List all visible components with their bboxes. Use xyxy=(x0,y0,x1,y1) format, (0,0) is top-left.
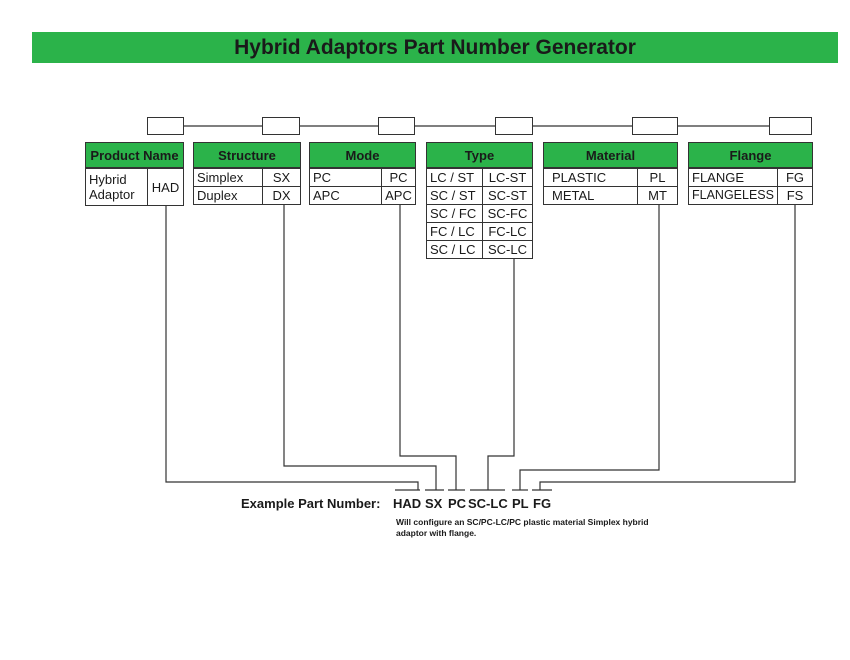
option-label: LC / ST xyxy=(427,169,483,187)
option-label: FC / LC xyxy=(427,223,483,241)
type-table xyxy=(426,168,533,259)
option-code: FS xyxy=(778,187,813,205)
table-row xyxy=(310,169,416,187)
type-connector xyxy=(488,259,514,490)
table-row xyxy=(427,169,533,187)
table-row xyxy=(689,187,813,205)
mode-table xyxy=(309,168,416,205)
option-label: SC / FC xyxy=(427,205,483,223)
header-mode xyxy=(309,142,416,168)
header-structure xyxy=(193,142,301,168)
table-row xyxy=(86,169,184,206)
slot-flange xyxy=(769,117,812,135)
slot-type xyxy=(495,117,533,135)
example-code-product: HAD xyxy=(393,496,422,511)
table-row xyxy=(544,187,678,205)
flange-connector xyxy=(540,205,795,490)
page-title: Hybrid Adaptors Part Number Generator xyxy=(234,35,636,59)
option-code: LC-ST xyxy=(483,169,533,187)
example-label: Example Part Number: xyxy=(241,496,381,511)
option-label: FLANGELESS xyxy=(689,187,778,205)
table-row xyxy=(689,169,813,187)
table-row xyxy=(194,187,301,205)
header-product xyxy=(85,142,184,168)
option-code: SC-LC xyxy=(483,241,533,259)
flange-table xyxy=(688,168,813,205)
option-label: SC / ST xyxy=(427,187,483,205)
option-code: DX xyxy=(263,187,301,205)
material-connector xyxy=(520,205,659,490)
option-code: SC-FC xyxy=(483,205,533,223)
table-row xyxy=(310,187,416,205)
header-flange-label: Flange xyxy=(729,147,772,163)
slot-mode xyxy=(378,117,415,135)
slot-product xyxy=(147,117,184,135)
option-code: FG xyxy=(778,169,813,187)
option-code: PC xyxy=(382,169,416,187)
header-mode-label: Mode xyxy=(345,147,380,163)
option-label: METAL xyxy=(544,187,638,205)
header-type-label: Type xyxy=(464,147,495,163)
option-label: Simplex xyxy=(194,169,263,187)
header-material xyxy=(543,142,678,168)
header-type xyxy=(426,142,533,168)
slot-structure xyxy=(262,117,300,135)
slot-material xyxy=(632,117,678,135)
table-row xyxy=(427,241,533,259)
option-code: HAD xyxy=(148,169,184,206)
option-code: FC-LC xyxy=(483,223,533,241)
example-code-type: SC-LC xyxy=(468,496,508,511)
example-note: Will configure an SC/PC-LC/PC plastic material Simplex hybrid adaptor with flange. xyxy=(396,517,649,538)
header-flange xyxy=(688,142,813,168)
header-material-label: Material xyxy=(585,147,636,163)
example-code-structure: SX xyxy=(425,496,443,511)
product-connector xyxy=(166,205,418,490)
option-label: FLANGE xyxy=(689,169,778,187)
option-label: SC / LC xyxy=(427,241,483,259)
product-table xyxy=(85,168,184,206)
table-row xyxy=(427,205,533,223)
option-code: MT xyxy=(638,187,678,205)
option-code: APC xyxy=(382,187,416,205)
option-code: SX xyxy=(263,169,301,187)
option-label: Duplex xyxy=(194,187,263,205)
table-row xyxy=(194,169,301,187)
option-label: APC xyxy=(310,187,382,205)
table-row xyxy=(427,223,533,241)
structure-table xyxy=(193,168,301,205)
option-label: Hybrid Adaptor xyxy=(86,169,148,206)
option-code: SC-ST xyxy=(483,187,533,205)
header-product-label: Product Name xyxy=(90,147,179,163)
table-row xyxy=(544,169,678,187)
material-table xyxy=(543,168,678,205)
example-code-material: PL xyxy=(512,496,529,511)
table-row xyxy=(427,187,533,205)
option-label: PLASTIC xyxy=(544,169,638,187)
option-code: PL xyxy=(638,169,678,187)
example-code-mode: PC xyxy=(448,496,467,511)
structure-connector xyxy=(284,205,436,490)
example-code-flange: FG xyxy=(533,496,552,511)
header-structure-label: Structure xyxy=(218,147,276,163)
option-label: PC xyxy=(310,169,382,187)
